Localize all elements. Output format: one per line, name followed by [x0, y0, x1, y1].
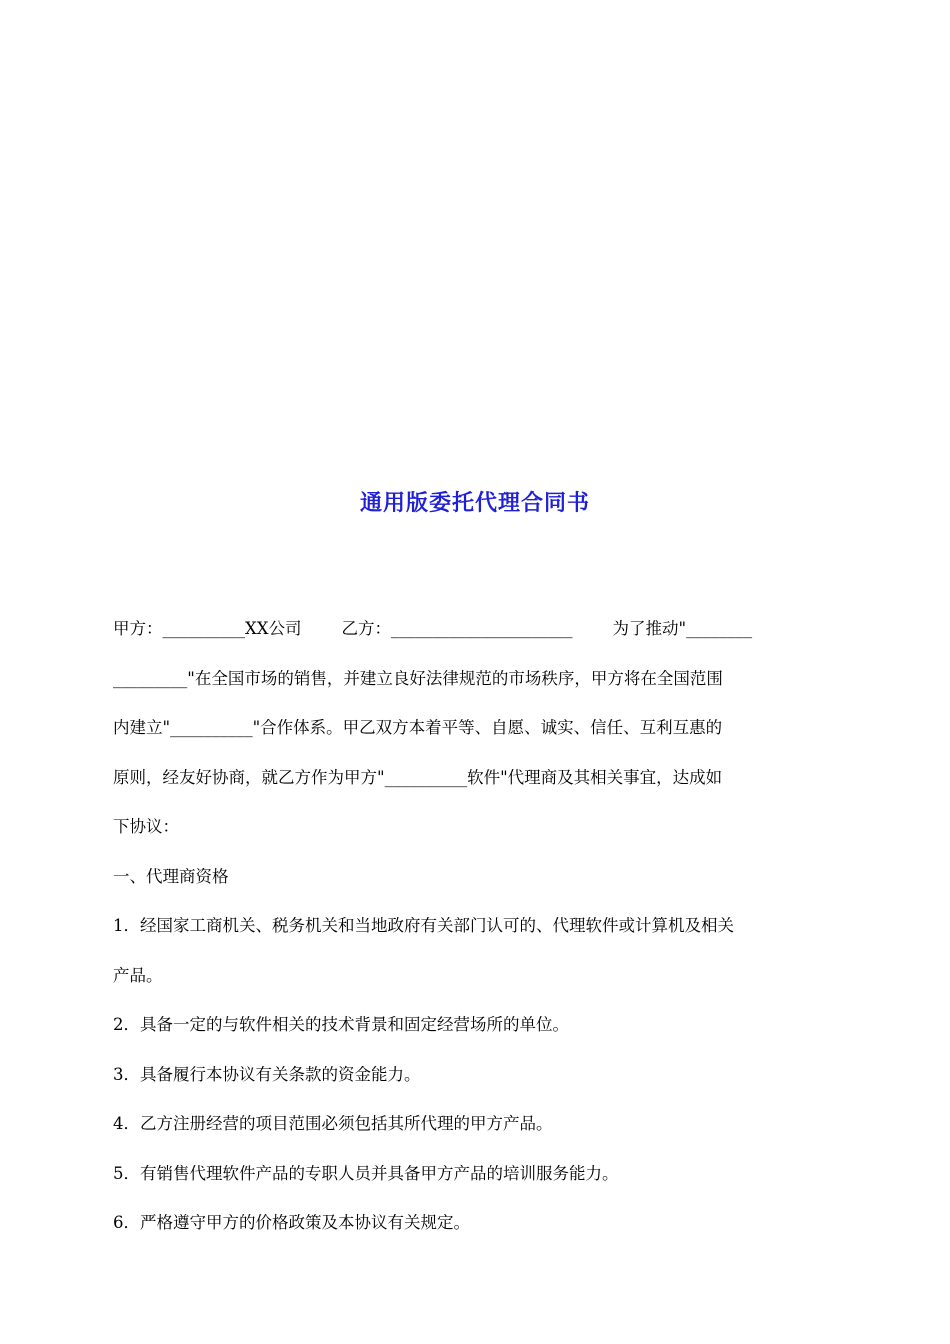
list-item-text: 2．具备一定的与软件相关的技术背景和固定经营场所的单位。: [113, 1015, 569, 1034]
list-item-text: 1．经国家工商机关、税务机关和当地政府有关部门认可的、代理软件或计算机及相关: [113, 916, 734, 935]
intro-line-1: [113, 604, 838, 654]
document-title: 通用版委托代理合同书: [359, 491, 590, 516]
party-a-blank: __________: [162, 619, 245, 638]
intro-line-2: _________"在全国市场的销售，并建立良好法律规范的市场秩序，甲方将在全国范围: [113, 668, 723, 688]
list-item: [113, 1000, 838, 1050]
list-item: [113, 1149, 838, 1199]
intro-line-1-tail: 为了推动"________: [612, 619, 753, 638]
list-item-text: 3．具备履行本协议有关条款的资金能力。: [113, 1064, 421, 1084]
section-1-heading: [113, 852, 838, 902]
section-1-heading-text: 一、代理商资格: [113, 866, 229, 886]
list-item-text: 4．乙方注册经营的项目范围必须包括其所代理的甲方产品。: [113, 1114, 553, 1133]
list-item-text: 5．有销售代理软件产品的专职人员并具备甲方产品的培训服务能力。: [113, 1163, 619, 1183]
section-1-list: [113, 901, 838, 1248]
list-item-text: 6．严格遵守甲方的价格政策及本协议有关规定。: [113, 1213, 470, 1232]
list-item: [113, 1198, 838, 1248]
intro-line-4: 原则，经友好协商，就乙方作为甲方"__________软件"代理商及其相关事宜，达成如: [113, 767, 723, 787]
intro-paragraph: [113, 604, 838, 852]
party-a-label: 甲方：: [113, 619, 163, 638]
list-item: [113, 901, 838, 1000]
list-item: [113, 1099, 838, 1149]
intro-line-5: 下协议：: [113, 817, 179, 836]
party-a-value: XX公司: [245, 619, 302, 638]
list-item: [113, 1050, 838, 1100]
intro-line-3: 内建立"__________"合作体系。甲乙双方本着平等、自愿、诚实、信任、互利互惠的: [113, 718, 723, 737]
list-item-text-cont: 产品。: [113, 965, 163, 985]
party-b-label: 乙方：: [341, 619, 391, 638]
party-b-blank: ______________________: [391, 619, 573, 638]
document-body: [113, 604, 838, 1248]
